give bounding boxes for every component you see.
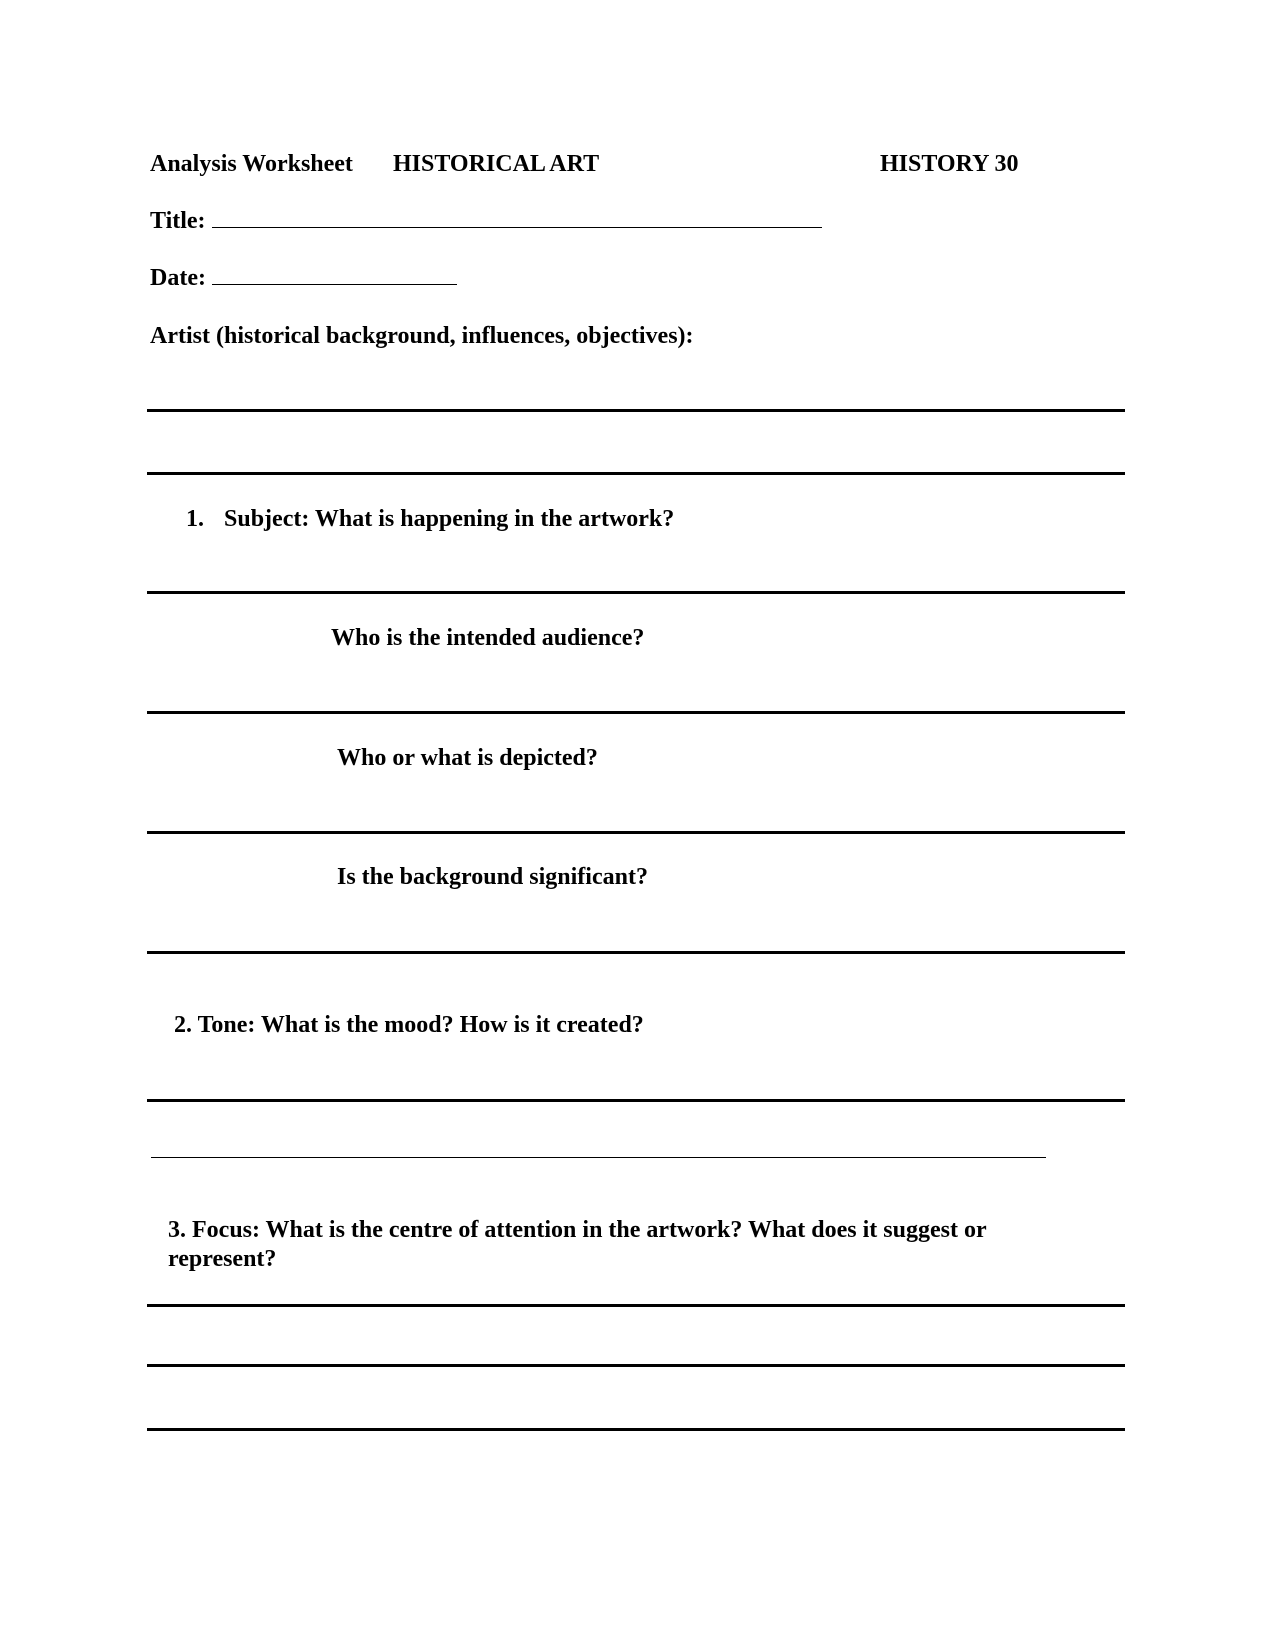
- q3-answer-line-3[interactable]: [147, 1428, 1125, 1431]
- q1-answer-line-audience[interactable]: [147, 711, 1125, 714]
- worksheet-subject: HISTORICAL ART: [393, 151, 600, 177]
- title-blank[interactable]: [212, 207, 822, 228]
- question-2-tone: 2. Tone: What is the mood? How is it created?: [174, 1012, 644, 1038]
- q2-answer-line-1[interactable]: [147, 1099, 1125, 1102]
- artist-prompt: Artist (historical background, influences, objectives):: [150, 323, 694, 349]
- artist-answer-line-2[interactable]: [147, 472, 1125, 475]
- q2-answer-line-2[interactable]: [151, 1157, 1046, 1158]
- artist-answer-line-1[interactable]: [147, 409, 1125, 412]
- question-3-focus-line-2: represent?: [168, 1246, 277, 1272]
- q1-answer-line-happening[interactable]: [147, 591, 1125, 594]
- question-1-subject: Subject: What is happening in the artwork?: [224, 506, 675, 532]
- title-field: [150, 207, 822, 235]
- q1-answer-line-depicted[interactable]: [147, 831, 1125, 834]
- question-1-depicted: Who or what is depicted?: [337, 745, 598, 771]
- question-1-background: Is the background significant?: [337, 864, 648, 890]
- q3-answer-line-2[interactable]: [147, 1364, 1125, 1367]
- course-label: HISTORY 30: [880, 151, 1019, 177]
- worksheet-label: Analysis Worksheet: [150, 151, 353, 177]
- date-field: [150, 264, 457, 292]
- question-3-focus-line-1: 3. Focus: What is the centre of attention in the artwork? What does it suggest or: [168, 1217, 987, 1243]
- title-label: Title:: [150, 208, 206, 234]
- date-label: Date:: [150, 265, 206, 291]
- q3-answer-line-1[interactable]: [147, 1304, 1125, 1307]
- q1-answer-line-background[interactable]: [147, 951, 1125, 954]
- question-1-audience: Who is the intended audience?: [331, 625, 645, 651]
- date-blank[interactable]: [212, 264, 457, 285]
- question-1-number: 1.: [186, 506, 204, 532]
